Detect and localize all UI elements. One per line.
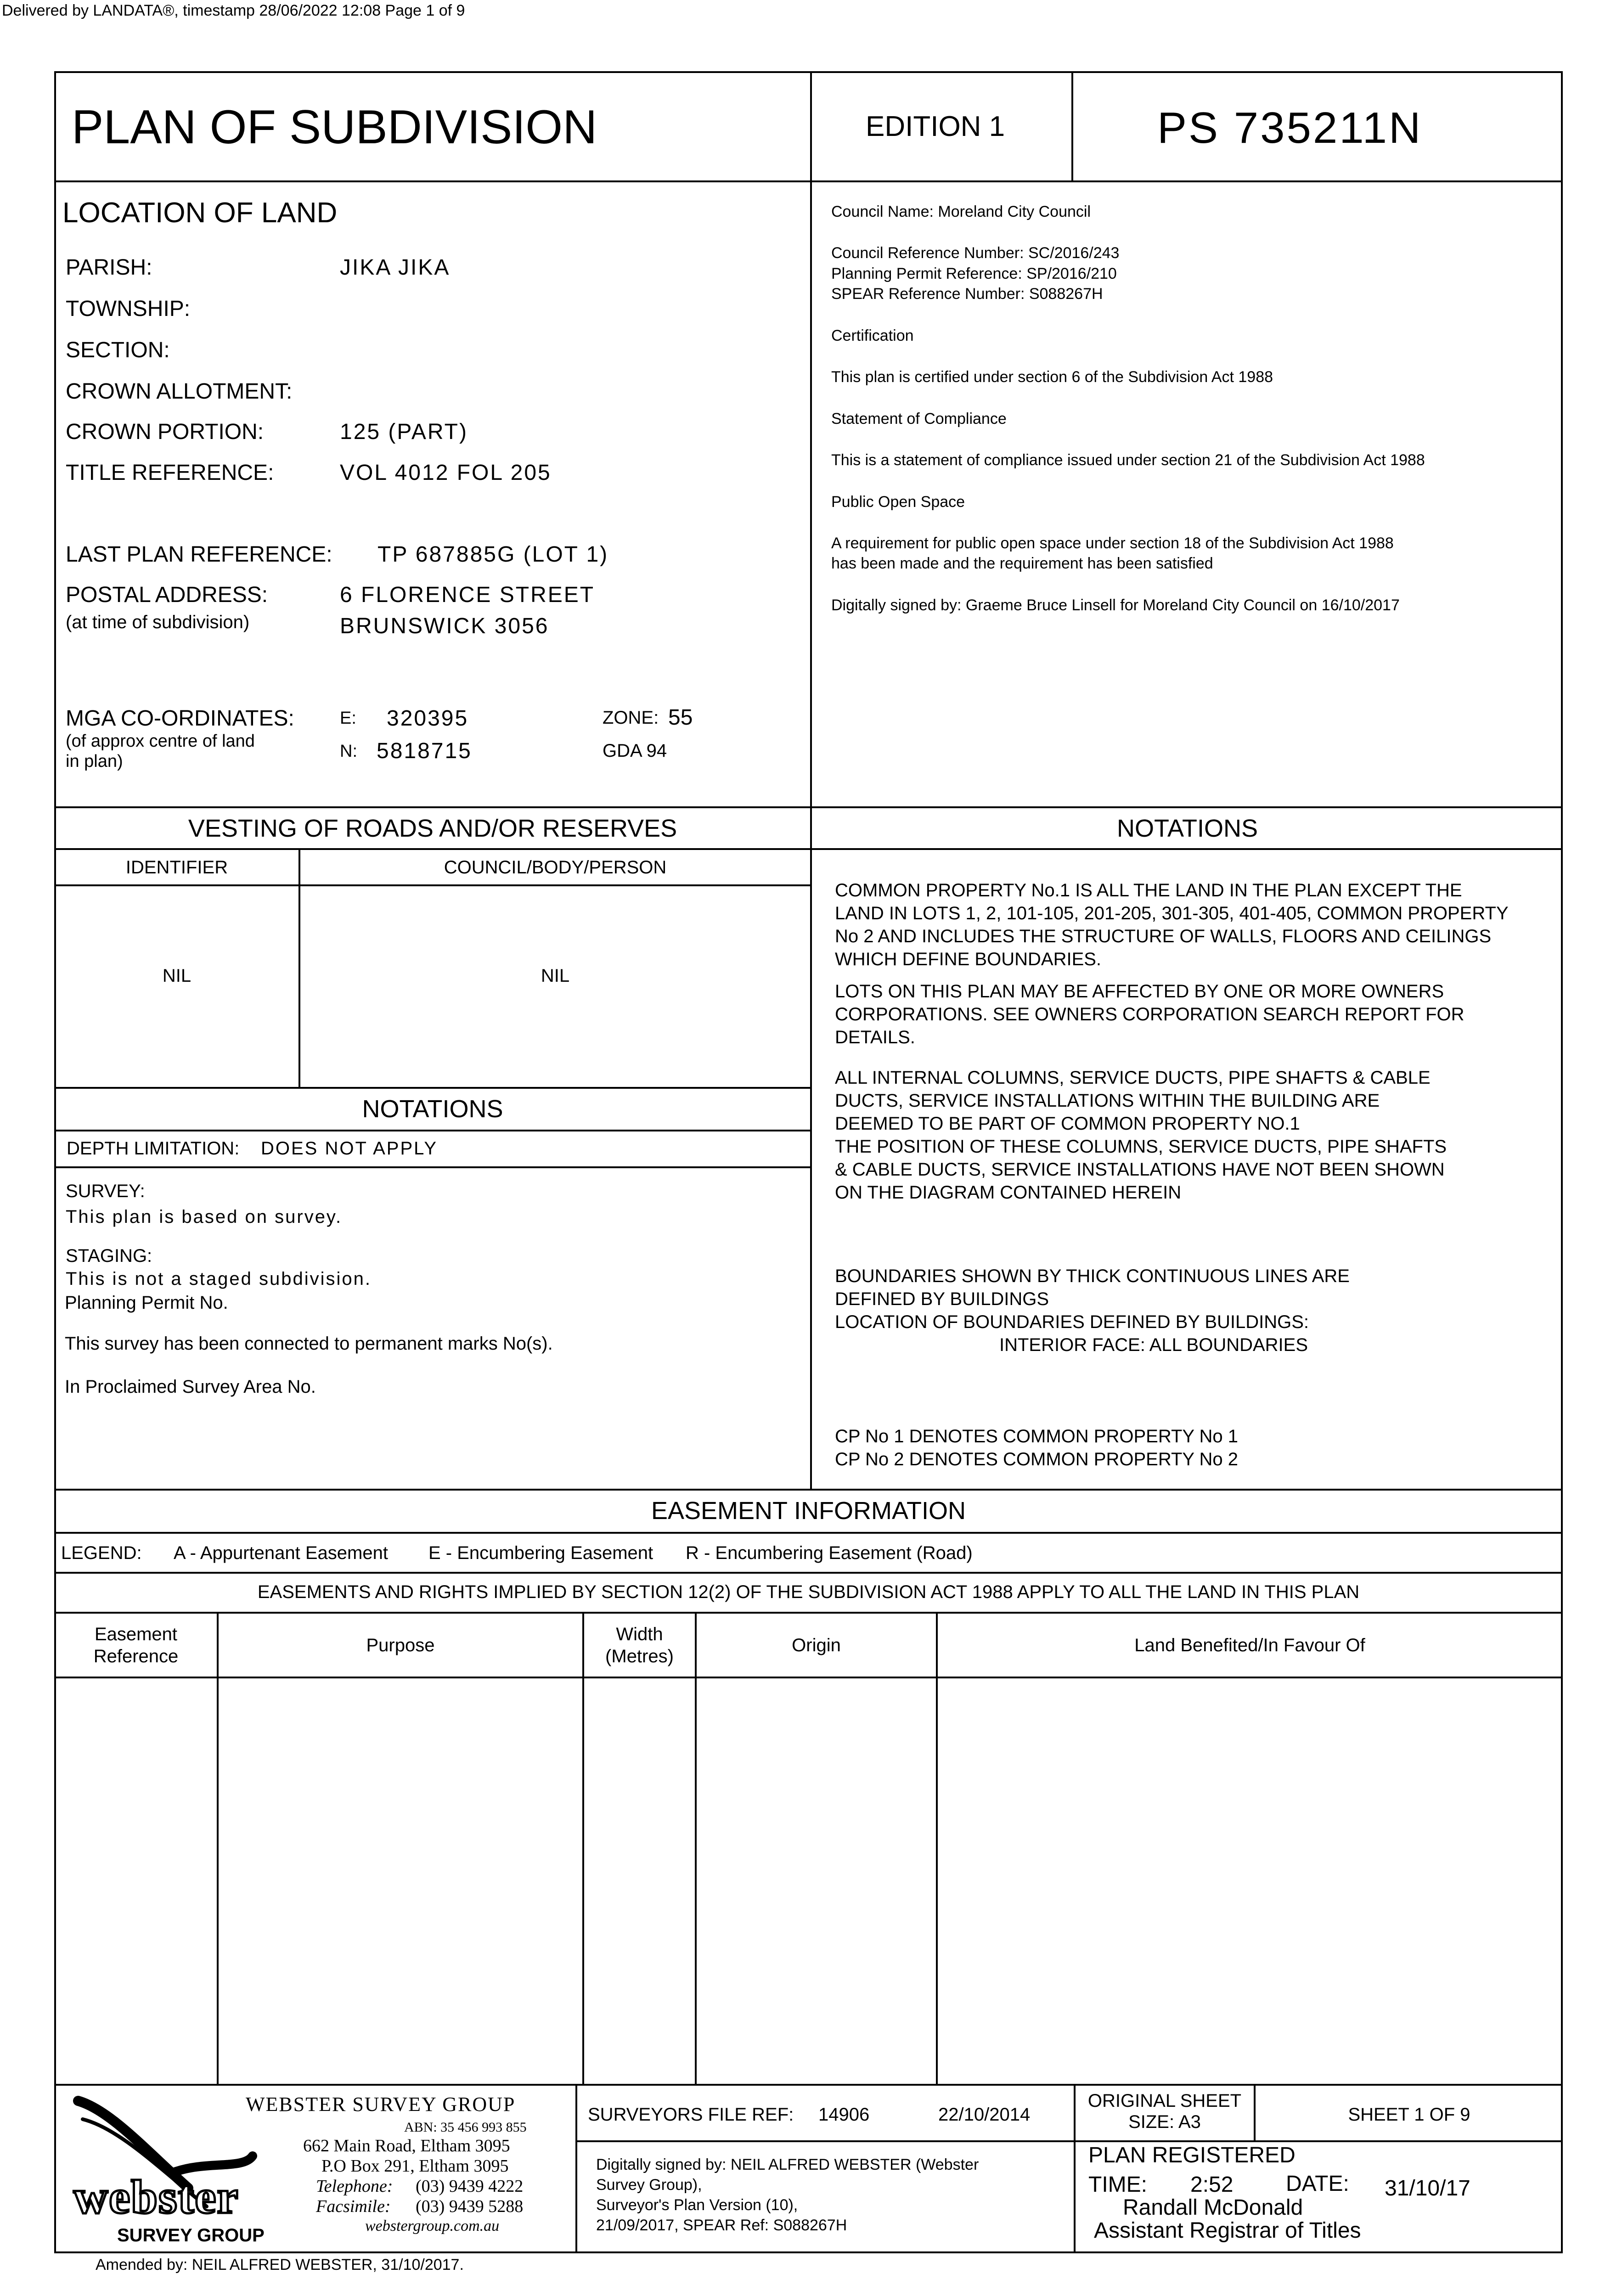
firm-telephone: (03) 9439 4222: [416, 2177, 524, 2196]
compliance-heading: Statement of Compliance: [831, 410, 1007, 428]
crown-portion-label: CROWN PORTION:: [66, 420, 264, 444]
firm-facsimile-label: Facsimile:: [316, 2197, 391, 2216]
datum: GDA 94: [603, 741, 667, 761]
mga-sub2: in plan): [66, 752, 123, 771]
divider: [54, 1087, 811, 1089]
open-space-heading: Public Open Space: [831, 493, 965, 511]
n-label: N:: [340, 742, 357, 761]
e-label: E:: [340, 709, 356, 728]
surveyor-signature: Digitally signed by: NEIL ALFRED WEBSTER (Webster Survey Group), Surveyor's Plan Version (10), 21/09/2017, SPEAR Ref: S088267H: [596, 2156, 979, 2234]
mga-sub1: (of approx centre of land: [66, 732, 255, 751]
zone-label: ZONE:: [603, 708, 659, 728]
notation-cp-denotes: CP No 1 DENOTES COMMON PROPERTY No 1 CP No 2 DENOTES COMMON PROPERTY No 2: [835, 1426, 1238, 1469]
divider: [54, 1166, 811, 1168]
proclaimed-area: In Proclaimed Survey Area No.: [65, 1377, 316, 1397]
plan-title: PLAN OF SUBDIVISION: [72, 101, 597, 154]
file-date: 22/10/2014: [938, 2105, 1031, 2125]
notation-internal-columns: ALL INTERNAL COLUMNS, SERVICE DUCTS, PIPE SHAFTS & CABLE DUCTS, SERVICE INSTALLATIONS WITHIN THE BUILDING ARE DEEMED TO BE PART OF COMMON PROPERTY NO.1 THE POSITION OF THESE COLUMNS, SERVICE DUCTS, PIPE SHAFTS & CABLE DUCTS, SERVICE INSTALLATIONS HAVE NOT BEEN SHOWN ON THE DIAGRAM CONTAINED HEREIN: [835, 1068, 1447, 1203]
divider: [54, 1489, 1563, 1491]
file-ref: 14906: [818, 2105, 870, 2125]
crown-allotment-label: CROWN ALLOTMENT:: [66, 379, 293, 404]
divider: [582, 1612, 584, 2085]
divider: [936, 1612, 938, 2085]
council-signature: Digitally signed by: Graeme Bruce Linsell for Moreland City Council on 16/10/2017: [831, 597, 1400, 614]
firm-telephone-label: Telephone:: [316, 2177, 393, 2196]
divider: [695, 1612, 697, 2085]
divider: [54, 884, 811, 886]
firm-name: WEBSTER SURVEY GROUP: [246, 2093, 516, 2116]
divider: [54, 1677, 1563, 1678]
spear-ref: SPEAR Reference Number: S088267H: [831, 285, 1103, 303]
notation-owners-corporations: LOTS ON THIS PLAN MAY BE AFFECTED BY ONE OR MORE OWNERS CORPORATIONS. SEE OWNERS CORPORATION SEARCH REPORT FOR DETAILS.: [835, 981, 1465, 1047]
vesting-identifier-value: NIL: [162, 966, 192, 986]
zone-value: 55: [668, 705, 693, 730]
survey-value: This plan is based on survey.: [66, 1207, 343, 1227]
location-heading: LOCATION OF LAND: [62, 197, 338, 229]
notations-right-heading: NOTATIONS: [1117, 815, 1258, 842]
col-origin: Origin: [792, 1635, 841, 1655]
open-space-text1: A requirement for public open space under section 18 of the Subdivision Act 1988: [831, 535, 1394, 552]
notation-boundaries: BOUNDARIES SHOWN BY THICK CONTINUOUS LINES ARE DEFINED BY BUILDINGS LOCATION OF BOUNDARIES DEFINED BY BUILDINGS: INTERIOR FACE: ALL BOUNDARIES: [835, 1266, 1350, 1355]
delivery-header: Delivered by LANDATA®, timestamp 28/06/2022 12:08 Page 1 of 9: [2, 2, 465, 19]
vesting-col-council: COUNCIL/BODY/PERSON: [444, 857, 667, 878]
col-easement-reference: Easement Reference: [93, 1624, 179, 1666]
n-value: 5818715: [377, 739, 472, 763]
divider: [54, 1572, 1563, 1574]
postal-sub: (at time of subdivision): [66, 612, 250, 632]
original-sheet-size: ORIGINAL SHEET SIZE: A3: [1087, 2091, 1242, 2132]
legend-encumbering: E - Encumbering Easement: [428, 1543, 653, 1563]
plan-number: PS 735211N: [1157, 103, 1423, 152]
file-ref-label: SURVEYORS FILE REF:: [588, 2105, 794, 2125]
firm-address1: 662 Main Road, Eltham 3095: [303, 2136, 510, 2155]
postal-label: POSTAL ADDRESS:: [66, 583, 268, 607]
last-plan-value: TP 687885G (LOT 1): [377, 542, 609, 567]
legend-label: LEGEND:: [61, 1543, 142, 1563]
notation-common-property: COMMON PROPERTY No.1 IS ALL THE LAND IN THE PLAN EXCEPT THE LAND IN LOTS 1, 2, 101-105, 201-205, 301-305, 401-405, COMMON PROPERTY No 2 AND INCLUDES THE STRUCTURE OF WALLS, FLOORS AND CEILINGS WHICH DEFINE BOUNDARIES.: [835, 880, 1509, 969]
divider: [217, 1612, 219, 2085]
divider: [810, 71, 812, 807]
firm-abn: ABN: 35 456 993 855: [404, 2120, 527, 2135]
date-value: 31/10/17: [1385, 2176, 1470, 2200]
e-value: 320395: [387, 706, 469, 731]
divider: [1074, 2140, 1563, 2142]
divider: [54, 848, 1563, 850]
vesting-council-value: NIL: [541, 966, 570, 986]
vesting-heading: VESTING OF ROADS AND/OR RESERVES: [188, 815, 677, 842]
firm-website: webstergroup.com.au: [365, 2217, 500, 2234]
divider: [810, 806, 812, 1490]
permanent-marks: This survey has been connected to permanent marks No(s).: [65, 1334, 553, 1354]
amended-by: Amended by: NEIL ALFRED WEBSTER, 31/10/2017.: [96, 2256, 464, 2273]
firm-address2: P.O Box 291, Eltham 3095: [321, 2156, 509, 2176]
postal-line2: BRUNSWICK 3056: [340, 614, 549, 638]
col-purpose: Purpose: [366, 1635, 435, 1655]
divider: [54, 180, 1563, 182]
registrar-name: Randall McDonald: [1123, 2195, 1303, 2220]
postal-line1: 6 FLORENCE STREET: [340, 583, 595, 607]
plan-registered: PLAN REGISTERED: [1088, 2143, 1296, 2167]
planning-permit-no: Planning Permit No.: [65, 1293, 228, 1313]
crown-portion-value: 125 (PART): [340, 420, 468, 444]
divider: [54, 1612, 1563, 1614]
last-plan-label: LAST PLAN REFERENCE:: [66, 542, 332, 567]
vesting-col-identifier: IDENTIFIER: [125, 857, 228, 878]
implied-easements: EASEMENTS AND RIGHTS IMPLIED BY SECTION 12(2) OF THE SUBDIVISION ACT 1988 APPLY TO ALL THE LAND IN THIS PLAN: [257, 1582, 1360, 1602]
col-width: Width (Metres): [605, 1624, 674, 1666]
legend-encumbering-road: R - Encumbering Easement (Road): [686, 1543, 973, 1563]
legend-appurtenant: A - Appurtenant Easement: [174, 1543, 388, 1563]
notations-left-heading: NOTATIONS: [362, 1095, 503, 1123]
col-land-benefited: Land Benefited/In Favour Of: [1134, 1635, 1365, 1655]
depth-label: DEPTH LIMITATION:: [67, 1138, 240, 1159]
parish-label: PARISH:: [66, 255, 152, 280]
divider: [575, 2084, 577, 2253]
certification-heading: Certification: [831, 327, 914, 344]
compliance-text: This is a statement of compliance issued under section 21 of the Subdivision Act 1988: [831, 451, 1425, 469]
parish-value: JIKA JIKA: [340, 255, 451, 280]
logo-wordmark: webster: [73, 2171, 239, 2223]
divider: [54, 1532, 1563, 1534]
time-label: TIME:: [1088, 2172, 1147, 2197]
title-reference-label: TITLE REFERENCE:: [66, 461, 274, 485]
certification-text: This plan is certified under section 6 of the Subdivision Act 1988: [831, 368, 1273, 386]
divider: [575, 2140, 1075, 2142]
divider: [1071, 71, 1073, 181]
easement-heading: EASEMENT INFORMATION: [651, 1497, 966, 1525]
staging-value: This is not a staged subdivision.: [66, 1269, 372, 1289]
staging-label: STAGING:: [66, 1246, 152, 1266]
council-name: Council Name: Moreland City Council: [831, 203, 1091, 220]
section-label: SECTION:: [66, 338, 170, 362]
logo-subtitle: SURVEY GROUP: [117, 2225, 265, 2245]
divider: [54, 806, 1563, 808]
mga-label: MGA CO-ORDINATES:: [66, 706, 294, 731]
open-space-text2: has been made and the requirement has been satisfied: [831, 555, 1213, 572]
council-ref: Council Reference Number: SC/2016/243: [831, 244, 1120, 262]
title-reference-value: VOL 4012 FOL 205: [340, 461, 552, 485]
township-label: TOWNSHIP:: [66, 297, 191, 321]
sheet-number: SHEET 1 OF 9: [1348, 2105, 1470, 2125]
date-label: DATE:: [1286, 2172, 1349, 2196]
time-value: 2:52: [1190, 2172, 1234, 2197]
divider: [54, 2084, 1563, 2086]
divider: [54, 1130, 811, 1131]
survey-label: SURVEY:: [66, 1181, 145, 1201]
registrar-title: Assistant Registrar of Titles: [1094, 2218, 1361, 2243]
edition: EDITION 1: [866, 111, 1005, 142]
firm-facsimile: (03) 9439 5288: [416, 2197, 524, 2216]
planning-permit-ref: Planning Permit Reference: SP/2016/210: [831, 265, 1117, 282]
depth-value: DOES NOT APPLY: [261, 1138, 438, 1159]
